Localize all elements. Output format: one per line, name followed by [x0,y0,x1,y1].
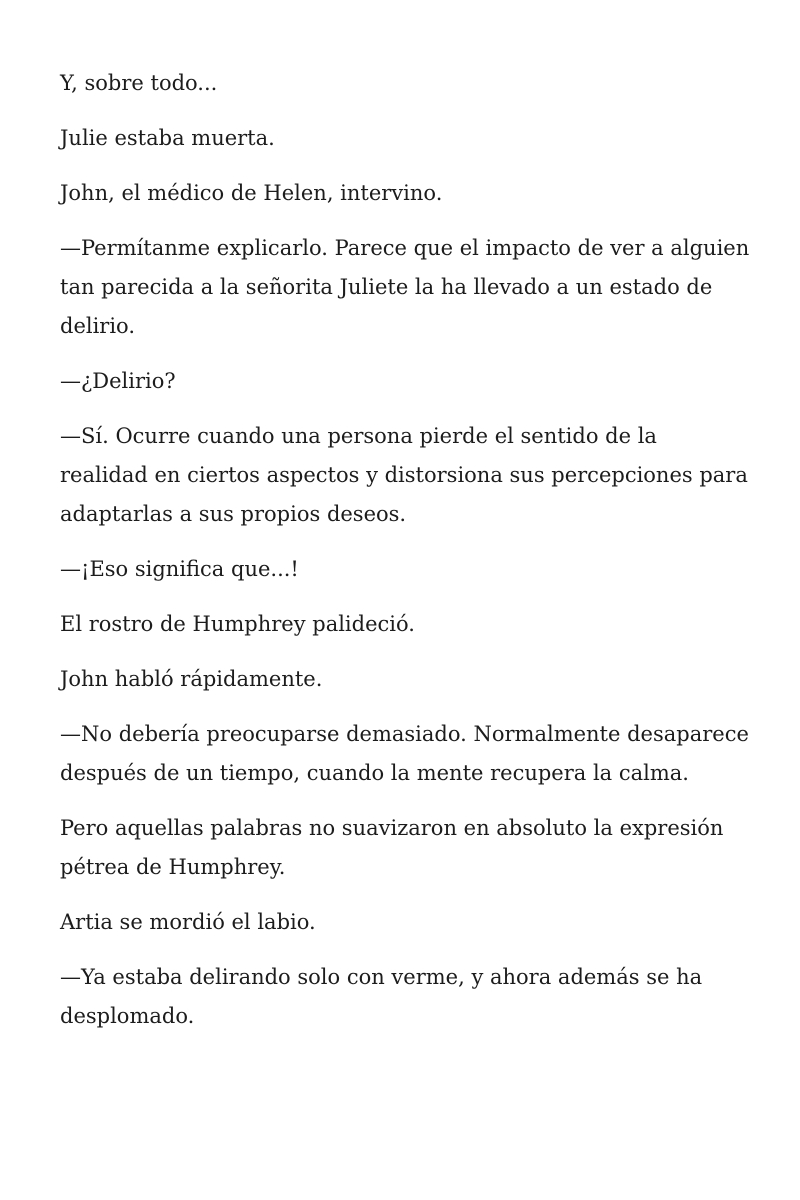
paragraph: —Sí. Ocurre cuando una persona pierde el sentido de la realidad en ciertos aspectos y distorsiona sus percepciones para adaptarlas a sus propios deseos. [60,424,748,526]
paragraph: John habló rápidamente. [60,667,323,691]
paragraph: El rostro de Humphrey palideció. [60,612,415,636]
paragraph: Julie estaba muerta. [60,126,275,150]
paragraph: —¡Eso significa que...! [60,557,299,581]
paragraph: Pero aquellas palabras no suavizaron en absoluto la expresión pétrea de Humphrey. [60,816,724,879]
paragraph: —¿Delirio? [60,369,176,393]
paragraph: John, el médico de Helen, intervino. [60,181,443,205]
reader-page [60,64,750,1052]
paragraph: Artia se mordió el labio. [60,910,316,934]
paragraph: Y, sobre todo... [60,71,218,95]
paragraph: —No debería preocuparse demasiado. Normalmente desaparece después de un tiempo, cuando la mente recupera la calma. [60,722,749,785]
paragraph: —Permítanme explicarlo. Parece que el impacto de ver a alguien tan parecida a la señorita Juliete la ha llevado a un estado de delirio. [60,236,750,338]
paragraph: —Ya estaba delirando solo con verme, y ahora además se ha desplomado. [60,965,703,1028]
